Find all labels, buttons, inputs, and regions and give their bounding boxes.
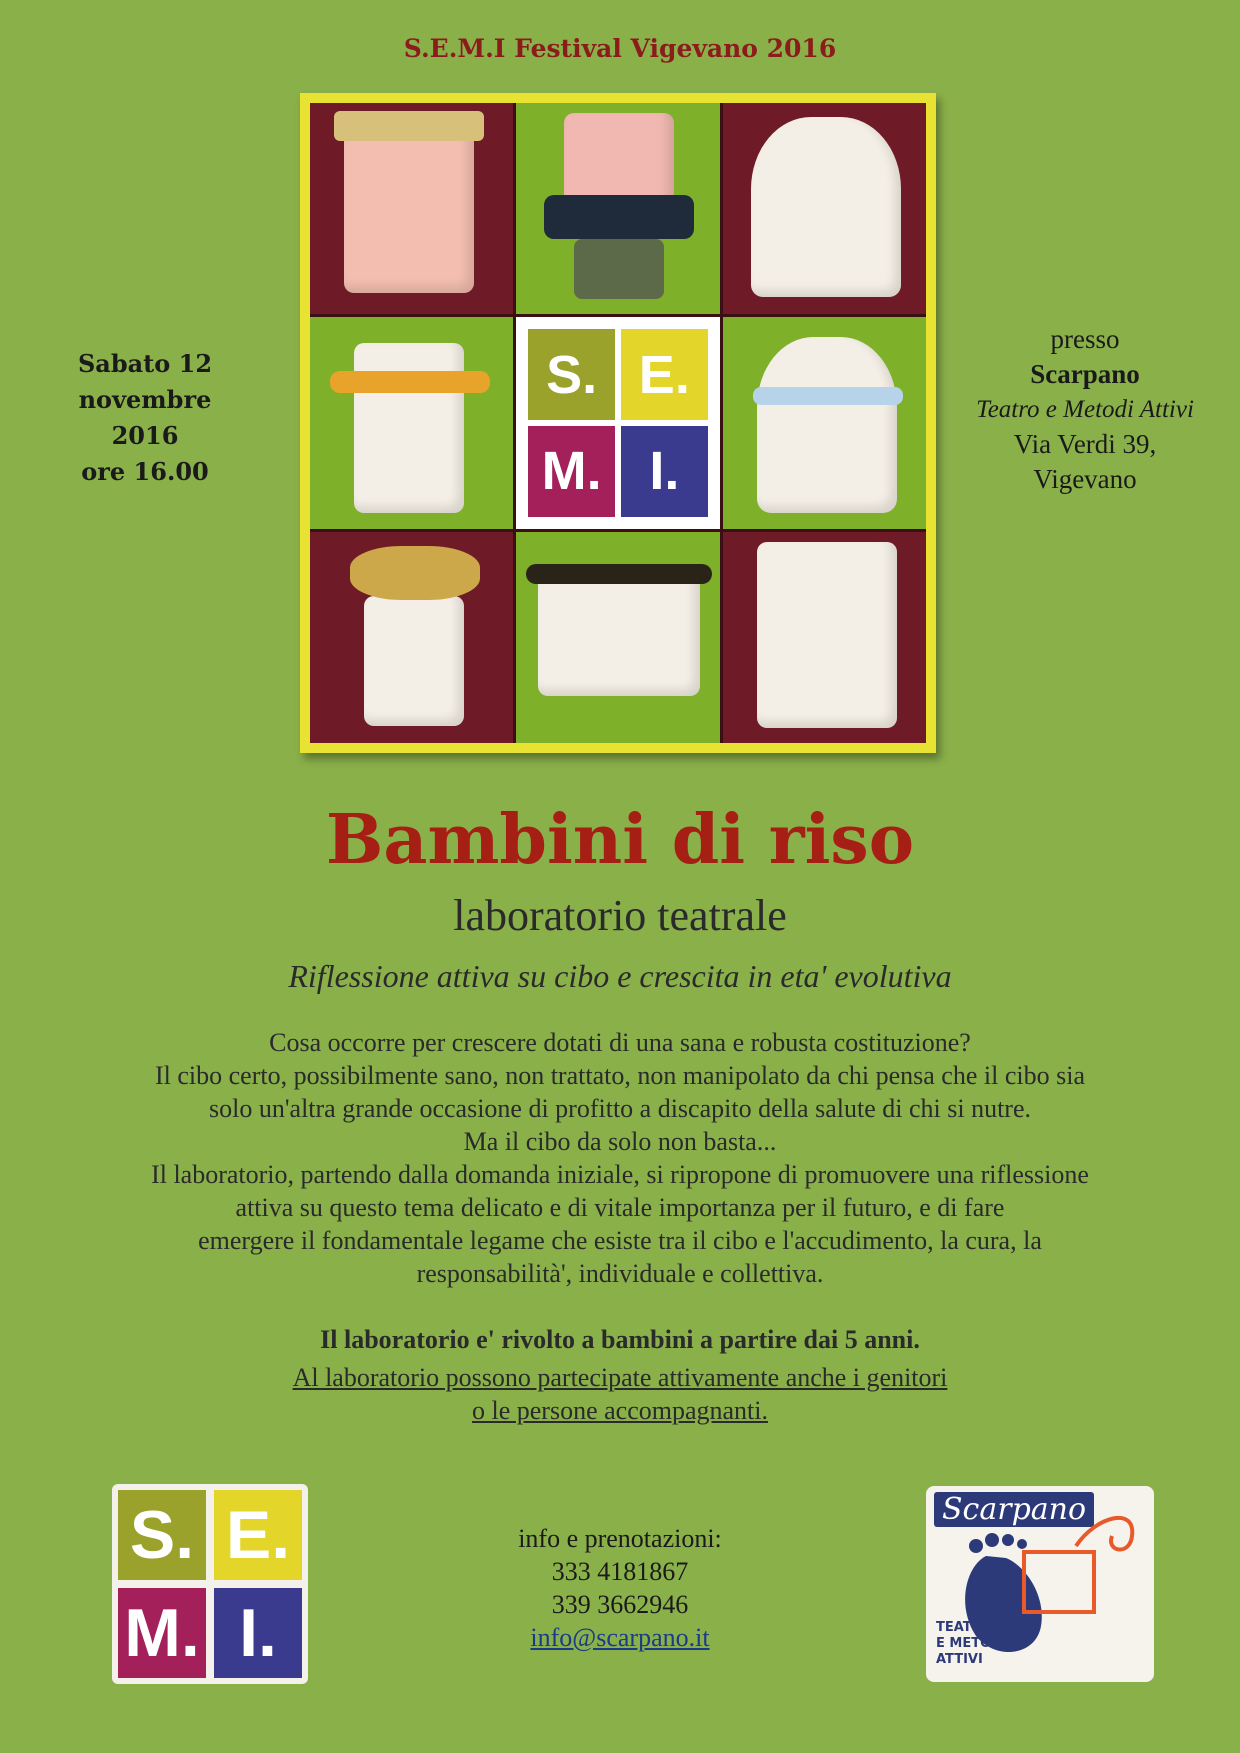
- semi-logo-s: S.: [118, 1490, 206, 1580]
- target-audience: Il laboratorio e' rivolto a bambini a partire dai 5 anni.: [320, 1325, 920, 1354]
- doll-hair: [526, 564, 712, 584]
- description-line: solo un'altra grande occasione di profitto a discapito della salute di chi si nutre.: [209, 1094, 1031, 1123]
- semi-cell-i: I.: [621, 426, 708, 517]
- collage-tile-doll-4: [310, 317, 513, 528]
- date-month: novembre: [78, 385, 212, 414]
- date-day: Sabato 12: [77, 349, 213, 378]
- doll-pillow: [751, 117, 901, 297]
- collage-grid: [310, 103, 926, 743]
- collage-tile-doll-3: [723, 103, 926, 314]
- festival-title: S.E.M.I Festival Vigevano 2016: [403, 34, 837, 63]
- date-time: ore 16.00: [81, 457, 209, 486]
- venue-address: Via Verdi 39,: [1013, 429, 1157, 459]
- venue-subtitle: Teatro e Metodi Attivi: [976, 396, 1194, 423]
- description-line: attiva su questo tema delicato e di vitale importanza per il futuro, e di fare: [235, 1193, 1005, 1222]
- description-line: Il laboratorio, partendo dalla domanda iniziale, si ripropone di promuovere una riflessione: [151, 1160, 1089, 1189]
- workshop-subtitle: laboratorio teatrale: [453, 891, 787, 940]
- scarpano-sub-line: E METODI: [936, 1636, 1007, 1651]
- doll-hair: [334, 111, 484, 141]
- doll-pillow: [364, 596, 464, 726]
- parents-note-line: Al laboratorio possono partecipate attivamente anche i genitori: [292, 1363, 948, 1392]
- collage-tile-doll-8: [723, 532, 926, 743]
- scarpano-sub-line: TEATRO: [936, 1620, 993, 1635]
- scarpano-logo-subtitle: [936, 1620, 1026, 1668]
- doll-pillow: [757, 542, 897, 728]
- contact-phone-1[interactable]: 333 4181867: [551, 1557, 689, 1586]
- semi-cell-m: M.: [528, 426, 615, 517]
- parents-note: [0, 1361, 1240, 1427]
- workshop-tagline: Riflessione attiva su cibo e crescita in eta' evolutiva: [288, 958, 952, 994]
- rice-dolls-collage: [300, 93, 936, 753]
- description-line: responsabilità', individuale e collettiva.: [416, 1259, 824, 1288]
- description-line: Il cibo certo, possibilmente sano, non trattato, non manipolato da chi pensa che il cibo sia: [155, 1061, 1085, 1090]
- workshop-title: Bambini di riso: [325, 800, 915, 880]
- semi-logo-i: I.: [214, 1588, 302, 1678]
- contact-email-link[interactable]: info@scarpano.it: [530, 1623, 710, 1652]
- collage-center-semi-logo: [516, 317, 719, 528]
- semi-logo: [112, 1484, 308, 1684]
- collage-tile-doll-5: [723, 317, 926, 528]
- venue-intro: presso: [1050, 324, 1120, 354]
- contact-info: [420, 1522, 820, 1654]
- contact-phone-2[interactable]: 339 3662946: [551, 1590, 689, 1619]
- doll-shirt: [544, 195, 694, 239]
- description-line: Ma il cibo da solo non basta...: [463, 1127, 777, 1156]
- semi-logo-m: M.: [118, 1588, 206, 1678]
- collage-tile-doll-1: [310, 103, 513, 314]
- scarpano-sub-line: ATTIVI: [936, 1652, 983, 1667]
- doll-hair: [330, 371, 490, 393]
- doll-pillow: [538, 576, 700, 696]
- collage-tile-doll-7: [516, 532, 719, 743]
- scarpano-logo-word: Scarpano: [934, 1492, 1094, 1527]
- venue-city: Vigevano: [1033, 464, 1137, 494]
- doll-pillow: [354, 343, 464, 513]
- collage-tile-doll-2: [516, 103, 719, 314]
- doll-pillow: [757, 337, 897, 513]
- doll-ribbon: [753, 387, 903, 405]
- collage-tile-doll-6: [310, 532, 513, 743]
- description-line: Cosa occorre per crescere dotati di una sana e robusta costituzione?: [269, 1028, 971, 1057]
- semi-cell-s: S.: [528, 329, 615, 420]
- workshop-description: [60, 1026, 1180, 1290]
- semi-logo-e: E.: [214, 1490, 302, 1580]
- date-year: 2016: [111, 421, 179, 450]
- parents-note-line: o le persone accompagnanti.: [472, 1396, 768, 1425]
- scarpano-logo: [926, 1486, 1154, 1682]
- semi-cell-e: E.: [621, 329, 708, 420]
- venue-name: Scarpano: [1030, 359, 1140, 389]
- contact-heading: info e prenotazioni:: [518, 1524, 722, 1553]
- event-venue: [960, 322, 1210, 497]
- doll-trousers: [574, 239, 664, 299]
- doll-hair: [350, 546, 480, 600]
- event-date: [40, 346, 250, 490]
- doll-pillow: [344, 117, 474, 293]
- description-line: emergere il fondamentale legame che esiste tra il cibo e l'accudimento, la cura, la: [198, 1226, 1042, 1255]
